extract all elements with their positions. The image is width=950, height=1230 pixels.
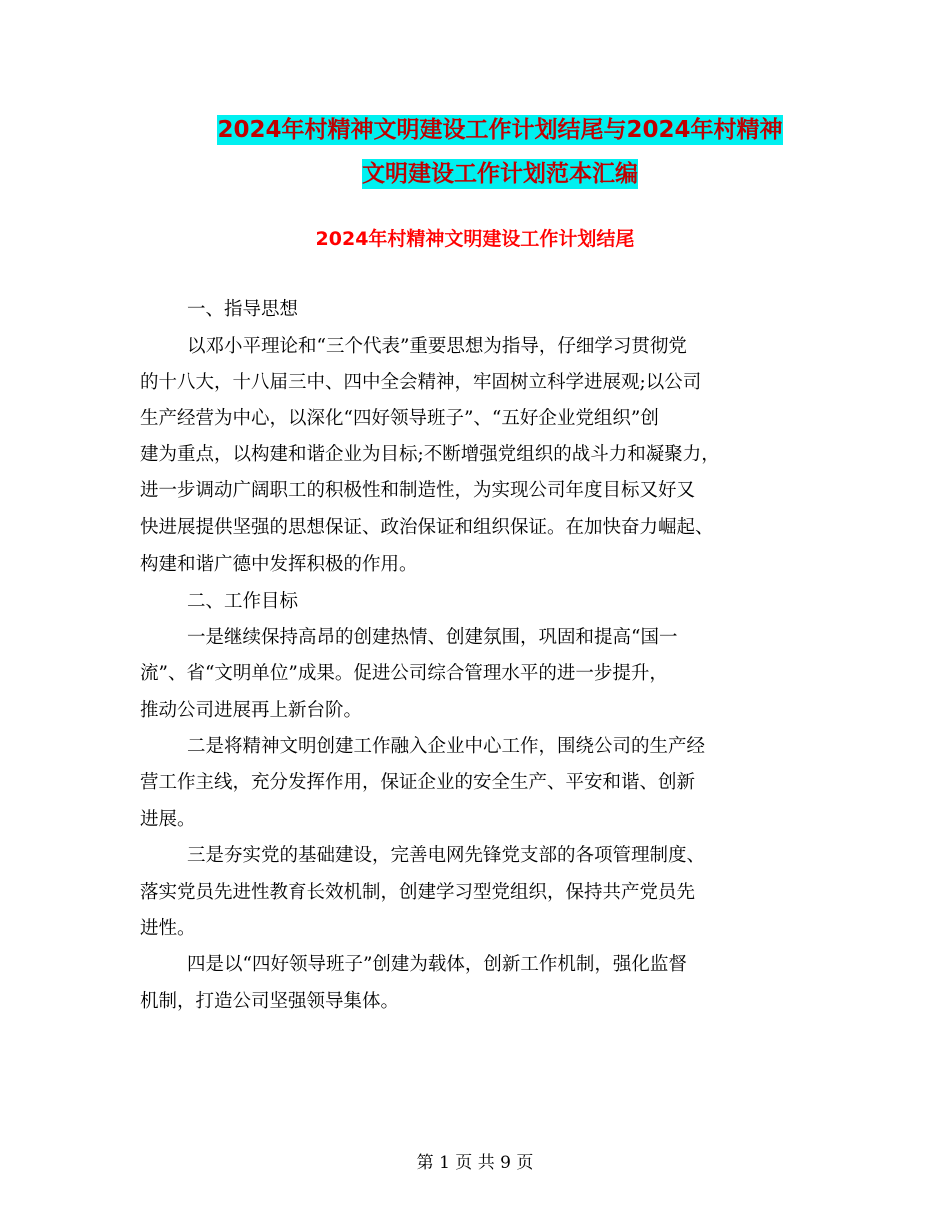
document-title-line-2: 文明建设工作计划范本汇编 xyxy=(362,161,638,187)
paragraph-line: 流”、省“文明单位”成果。促进公司综合管理水平的进一步提升， xyxy=(140,663,668,684)
paragraph-line: 进性。 xyxy=(140,918,196,939)
paragraph-line: 机制，打造公司坚强领导集体。 xyxy=(140,991,400,1012)
paragraph-line: 落实党员先进性教育长效机制，创建学习型党组织，保持共产党员先 xyxy=(140,882,696,903)
paragraph-line: 快进展提供坚强的思想保证、政治保证和组织保证。在加快奋力崛起、 xyxy=(140,517,714,538)
paragraph-line: 进一步调动广阔职工的积极性和制造性，为实现公司年度目标又好又 xyxy=(140,480,696,501)
paragraph-line: 生产经营为中心，以深化“四好领导班子”、“五好企业党组织”创 xyxy=(140,408,659,429)
paragraph-line: 三是夯实党的基础建设，完善电网先锋党支部的各项管理制度、 xyxy=(187,845,706,866)
paragraph-line: 的十八大，十八届三中、四中全会精神，牢固树立科学进展观;以公司 xyxy=(140,372,702,393)
heading-work-goals: 二、工作目标 xyxy=(187,591,299,612)
page-number-footer: 第 1 页 共 9 页 xyxy=(416,1153,534,1173)
heading-guiding-ideology: 一、指导思想 xyxy=(187,299,299,320)
paragraph-line: 构建和谐广德中发挥积极的作用。 xyxy=(140,554,418,575)
paragraph-line: 推动公司进展再上新台阶。 xyxy=(140,700,363,721)
paragraph-line: 以邓小平理论和“三个代表”重要思想为指导，仔细学习贯彻党 xyxy=(187,336,687,357)
paragraph-line: 四是以“四好领导班子”创建为载体，创新工作机制，强化监督 xyxy=(187,954,687,975)
paragraph-line: 二是将精神文明创建工作融入企业中心工作，围绕公司的生产经 xyxy=(187,736,706,757)
paragraph-line: 一是继续保持高昂的创建热情、创建氛围，巩固和提高“国一 xyxy=(187,627,678,648)
section-title: 2024年村精神文明建设工作计划结尾 xyxy=(315,228,635,250)
document-title-line-1: 2024年村精神文明建设工作计划结尾与2024年村精神 xyxy=(217,117,783,143)
paragraph-line: 建为重点，以构建和谐企业为目标;不断增强党组织的战斗力和凝聚力， xyxy=(140,444,720,465)
paragraph-line: 进展。 xyxy=(140,809,196,830)
paragraph-line: 营工作主线，充分发挥作用，保证企业的安全生产、平安和谐、创新 xyxy=(140,772,696,793)
